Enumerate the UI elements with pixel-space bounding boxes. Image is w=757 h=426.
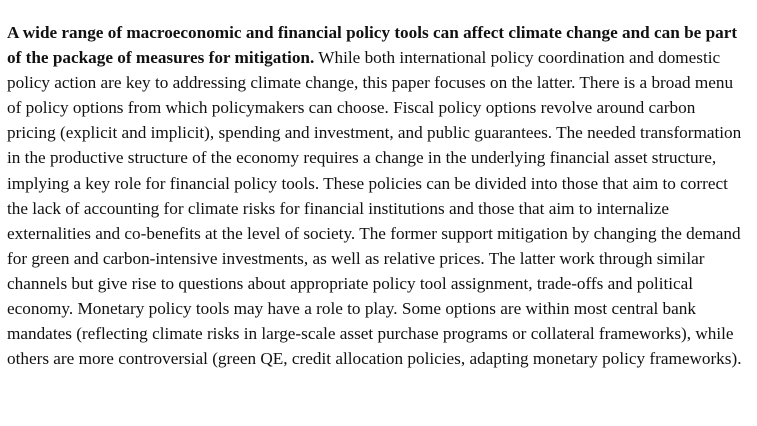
- body-text: While both international policy coordination and domestic policy action are key to addressing climate change, this paper focuses on the latter. There is a broad menu of policy options from which policymakers can choose. Fiscal policy options revolve around carbon pricing (explicit and implicit), spending and investment, and public guarantees. The needed transformation in the productive structure of the economy requires a change in the underlying financial asset structure, implying a key role for financial policy tools. These policies can be divided into those that aim to correct the lack of accounting for climate risks for financial institutions and those that aim to internalize externalities and co-benefits at the level of society. The former support mitigation by changing the demand for green and carbon-intensive investments, as well as relative prices. The latter work through similar channels but give rise to questions about appropriate policy tool assignment, trade-offs and political economy. Monetary policy tools may have a role to play. Some options are within most central bank mandates (reflecting climate risks in large-scale asset purchase programs or collateral frameworks), while others are more controversial (green QE, credit allocation policies, adapting monetary policy frameworks).: [7, 48, 742, 369]
- abstract-paragraph: [7, 20, 747, 371]
- lead-sentence: A wide range of macroeconomic and financial policy tools can affect climate change and can be part of the package of measures for mitigation.: [7, 23, 738, 68]
